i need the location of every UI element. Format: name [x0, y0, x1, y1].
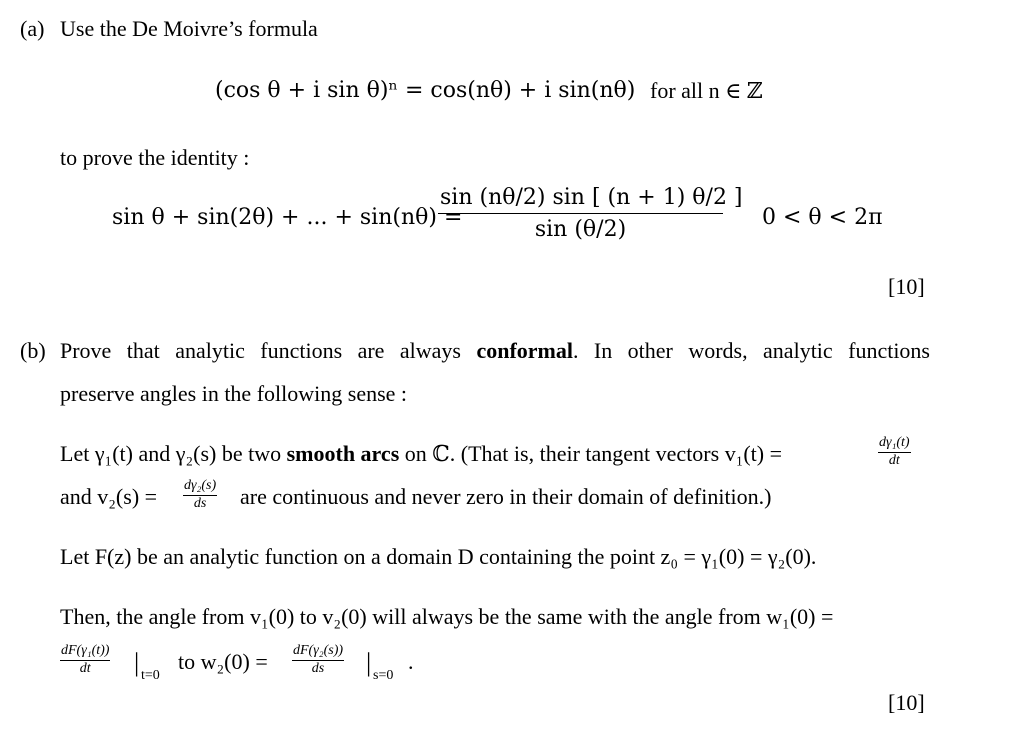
tangent-v1-fraction — [878, 436, 911, 468]
v1-numerator: dγ₁(t) — [878, 436, 911, 453]
part-a-intro: Use the De Moivre’s formula — [60, 16, 318, 41]
line1-post: . In other words, analytic functions — [572, 338, 930, 363]
eval-t0: t=0 — [141, 668, 160, 683]
p2-text-b: are continuous and never zero in their domain of definition.) — [240, 484, 772, 509]
eval-bar-1: | — [134, 648, 140, 677]
part-b-para2: Let F(z) be an analytic function on a domain D containing the point z₀ = γ₁(0) = γ₂(0). — [60, 544, 817, 569]
p5-end: . — [408, 649, 414, 674]
part-a-marks: [10] — [888, 274, 925, 299]
eval-s0: s=0 — [373, 668, 394, 683]
v1-denominator: dt — [888, 452, 900, 468]
w2-fraction — [292, 644, 344, 676]
w1-denominator: dt — [79, 660, 91, 676]
part-b-line2: preserve angles in the following sense : — [60, 381, 408, 406]
p1-text-b: on ℂ. (That is, their tangent vectors v₁(t) = — [399, 441, 783, 466]
smooth-arcs-term: smooth arcs — [286, 441, 400, 466]
part-a-label: (a) — [20, 16, 45, 41]
formula-condition: for all n ∈ ℤ — [650, 78, 763, 103]
w1-numerator: dF(γ₁(t)) — [60, 644, 110, 661]
line1-pre: Prove that analytic functions are always — [60, 338, 477, 363]
de-moivre-formula: (cos θ + i sin θ)ⁿ = cos(nθ) + i sin(nθ) — [215, 78, 636, 103]
w1-fraction — [60, 644, 110, 676]
v2-denominator: ds — [193, 495, 207, 511]
identity-range: 0 < θ < 2π — [762, 205, 883, 230]
part-b-para3: Then, the angle from v₁(0) to v₂(0) will always be the same with the angle from w₁(0) = — [60, 604, 834, 629]
prove-text: to prove the identity : — [60, 145, 250, 170]
identity-denominator: sin (θ/2) — [534, 217, 627, 242]
p5-mid: to w₂(0) = — [178, 649, 268, 674]
conformal-term: conformal — [476, 338, 573, 363]
part-b-line1 — [60, 340, 930, 362]
part-b-para1 — [60, 443, 782, 465]
eval-bar-2: | — [366, 648, 372, 677]
part-b-para1-cont — [60, 486, 157, 508]
tangent-v2-fraction — [183, 479, 217, 511]
v2-numerator: dγ₂(s) — [183, 479, 217, 496]
identity-numerator: sin (nθ/2) sin [ (n + 1) θ/2 ] — [438, 185, 723, 214]
identity-lhs: sin θ + sin(2θ) + ... + sin(nθ) = — [112, 205, 463, 230]
w2-numerator: dF(γ₂(s)) — [292, 644, 344, 661]
part-b-label: (b) — [20, 338, 46, 363]
p2-text-a: and v₂(s) = — [60, 484, 158, 509]
w2-denominator: ds — [311, 660, 325, 676]
part-b-marks: [10] — [888, 690, 925, 715]
identity-fraction — [438, 185, 743, 242]
p1-text-a: Let γ₁(t) and γ₂(s) be two — [60, 441, 287, 466]
